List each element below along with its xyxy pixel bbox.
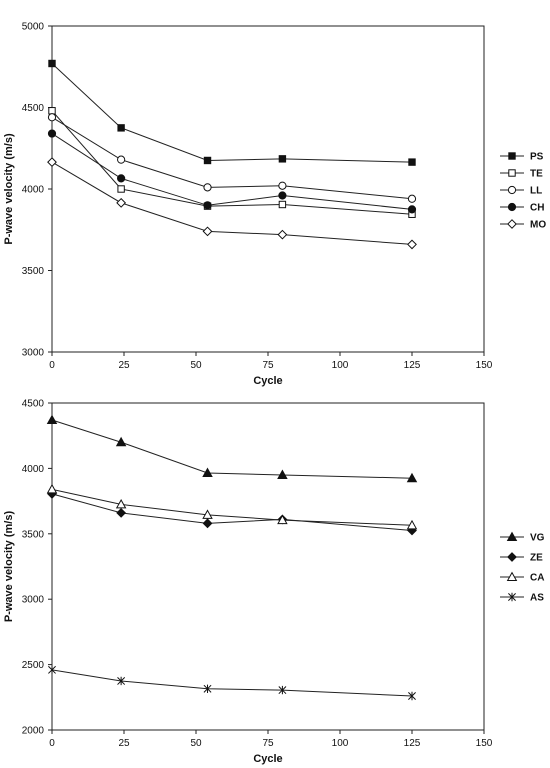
- data-point-LL: [48, 114, 55, 121]
- series-line-CA: [52, 489, 412, 525]
- y-tick-label: 3500: [21, 529, 44, 541]
- data-point-PS: [118, 125, 124, 131]
- data-point-CH: [408, 206, 415, 213]
- x-tick-label: 25: [118, 738, 130, 749]
- x-tick-label: 75: [262, 360, 274, 371]
- legend-label-MO: MO: [530, 219, 547, 231]
- data-point-PS: [49, 60, 55, 66]
- x-tick-label: 125: [403, 738, 421, 749]
- x-tick-label: 150: [475, 738, 493, 749]
- x-axis-title: Cycle: [253, 375, 283, 387]
- chart-panel-1: [3, 22, 546, 388]
- legend-label-TE: TE: [530, 168, 543, 180]
- legend-marker-PS: [509, 153, 515, 159]
- data-point-PS: [409, 159, 415, 165]
- x-tick-label: 0: [49, 360, 55, 371]
- data-point-TE: [118, 186, 124, 192]
- data-point-CA: [48, 485, 57, 493]
- data-point-MO: [48, 158, 56, 166]
- y-tick-label: 4000: [21, 463, 44, 475]
- y-tick-label: 4500: [21, 398, 44, 410]
- data-point-PS: [279, 156, 285, 162]
- series-AS: [48, 666, 415, 701]
- series-line-AS: [52, 670, 412, 696]
- legend-marker-TE: [509, 170, 515, 176]
- legend-marker-ZE: [508, 553, 516, 561]
- chart-panel-2: [3, 399, 545, 766]
- y-tick-label: 2000: [21, 725, 44, 737]
- data-point-MO: [278, 230, 286, 238]
- x-tick-label: 125: [403, 360, 421, 371]
- series-LL: [48, 114, 415, 203]
- x-axis-title: Cycle: [253, 753, 283, 765]
- data-point-TE: [279, 201, 285, 207]
- data-point-CH: [118, 175, 125, 182]
- data-point-MO: [203, 227, 211, 235]
- legend-label-CH: CH: [530, 202, 545, 214]
- data-point-VG: [117, 438, 126, 446]
- data-point-TE: [49, 108, 55, 114]
- y-tick-label: 3000: [21, 347, 44, 359]
- data-point-ZE: [117, 509, 125, 517]
- y-tick-label: 5000: [21, 21, 44, 33]
- series-line-TE: [52, 111, 412, 215]
- legend-marker-CH: [508, 203, 515, 210]
- y-tick-label: 3500: [21, 266, 44, 277]
- legend: [500, 533, 545, 604]
- series-line-ZE: [52, 494, 412, 531]
- legend-marker-MO: [508, 220, 516, 228]
- data-point-CH: [204, 202, 211, 209]
- series-MO: [48, 158, 416, 249]
- data-point-LL: [408, 195, 415, 202]
- legend-marker-LL: [508, 186, 515, 193]
- plot-area-frame: [52, 26, 484, 352]
- legend-label-VG: VG: [530, 532, 545, 544]
- y-tick-label: 2500: [21, 660, 44, 672]
- series-line-PS: [52, 63, 412, 162]
- data-point-VG: [203, 469, 212, 477]
- x-tick-label: 50: [190, 360, 202, 371]
- legend-label-PS: PS: [530, 151, 544, 163]
- legend: [500, 152, 546, 231]
- data-point-MO: [408, 240, 416, 248]
- series-TE: [49, 108, 415, 218]
- x-tick-label: 100: [331, 738, 349, 749]
- y-tick-label: 4000: [21, 184, 44, 196]
- legend-label-ZE: ZE: [530, 552, 543, 564]
- series-line-VG: [52, 420, 412, 478]
- plot-area-frame: [52, 403, 484, 730]
- legend-label-CA: CA: [530, 572, 545, 584]
- data-point-CH: [279, 192, 286, 199]
- data-point-PS: [204, 157, 210, 163]
- series-CH: [48, 130, 415, 213]
- data-point-LL: [204, 184, 211, 191]
- x-tick-label: 100: [331, 360, 349, 371]
- data-point-ZE: [203, 519, 211, 527]
- series-ZE: [48, 490, 416, 535]
- y-axis-title: P-wave velocity (m/s): [3, 510, 15, 623]
- data-point-CH: [48, 130, 55, 137]
- legend-label-LL: LL: [530, 185, 543, 197]
- y-axis-title: P-wave velocity (m/s): [3, 133, 15, 245]
- x-tick-label: 75: [262, 738, 274, 749]
- series-VG: [48, 416, 417, 482]
- data-point-VG: [48, 416, 57, 424]
- y-tick-label: 3000: [21, 594, 44, 606]
- data-point-LL: [118, 156, 125, 163]
- x-tick-label: 0: [49, 738, 55, 749]
- legend-label-AS: AS: [530, 592, 544, 604]
- data-point-LL: [279, 182, 286, 189]
- y-tick-label: 4500: [21, 103, 44, 114]
- x-tick-label: 25: [118, 360, 130, 371]
- data-point-MO: [117, 199, 125, 207]
- series-line-LL: [52, 117, 412, 199]
- x-tick-label: 150: [475, 360, 493, 371]
- x-tick-label: 50: [190, 738, 202, 749]
